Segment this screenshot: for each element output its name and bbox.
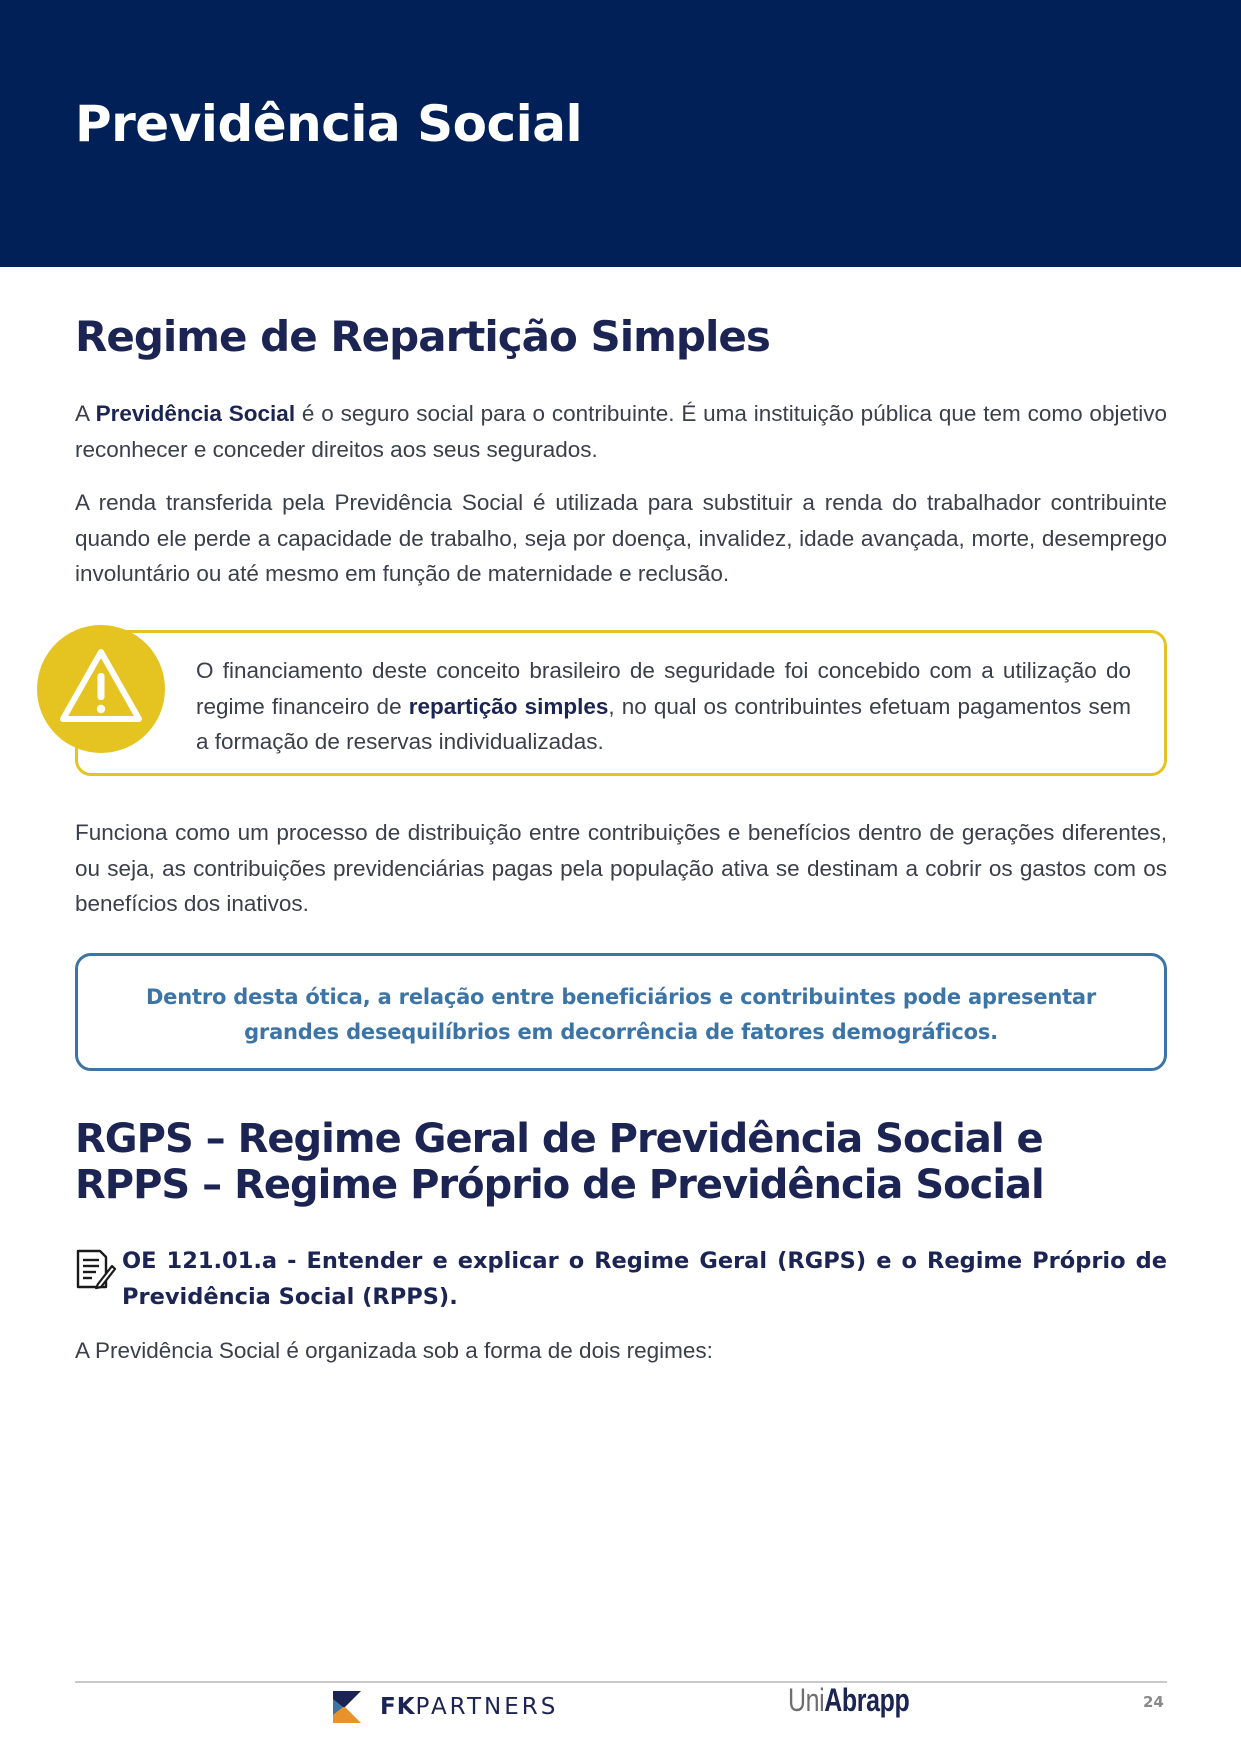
abrapp-text: Abrapp: [824, 1682, 910, 1718]
fk-partners-logo-mark: [333, 1691, 361, 1723]
learning-objective: OE 121.01.a - Entender e explicar o Regime Geral (RGPS) e o Regime Próprio de Previdência Social (RPPS).: [122, 1248, 1167, 1310]
section-heading-rgps-rpps: RGPS – Regime Geral de Previdência Social e RPPS – Regime Próprio de Previdência Social: [75, 1116, 1044, 1208]
paragraph-two-regimes: A Previdência Social é organizada sob a forma de dois regimes:: [75, 1338, 713, 1363]
page-title: Previdência Social: [75, 95, 583, 153]
intro-prefix: A: [75, 401, 96, 426]
fk-partners-wordmark: [380, 1694, 558, 1720]
uniabrapp-logo: [788, 1682, 909, 1719]
paragraph-intro: [75, 396, 1167, 467]
warning-text: [196, 653, 1131, 760]
fk-rest: PARTNERS: [415, 1694, 559, 1720]
intro-bold: Previdência Social: [95, 401, 296, 426]
note-text: Dentro desta ótica, a relação entre beneficiários e contribuintes pode apresentar grandes desequilíbrios em decorrência de fatores demográficos.: [145, 985, 1097, 1044]
document-edit-icon: [74, 1248, 116, 1290]
page-number: 24: [1143, 1693, 1164, 1711]
paragraph-distribution: Funciona como um processo de distribuição entre contribuições e benefícios dentro de gerações diferentes, ou seja, as contribuições previdenciárias pagas pela população ativa se destinam a cobrir os gastos com os benefícios dos inativos.: [75, 820, 1167, 916]
paragraph-income: A renda transferida pela Previdência Social é utilizada para substituir a renda do trabalhador contribuinte quando ele perde a capacidade de trabalho, seja por doença, invalidez, idade avançada, morte, desemprego involuntário ou até mesmo em função de maternidade e reclusão.: [75, 490, 1167, 586]
warning-bold: repartição simples: [408, 693, 609, 719]
fk-bold: FK: [380, 1694, 416, 1720]
uni-text: Uni: [788, 1682, 825, 1718]
warning-rest: , no qual os contribuintes efetuam pagamentos sem a formação de reservas individualizadas.: [196, 693, 1131, 754]
intro-rest: é o seguro social para o contribuinte. É uma instituição pública que tem como objetivo reconhecer e conceder direitos aos seus segurados.: [75, 401, 1167, 462]
section-heading-repartition: Regime de Repartição Simples: [75, 312, 770, 361]
warning-icon: [37, 625, 165, 753]
footer-divider: [75, 1681, 1167, 1683]
warning-prefix: O financiamento deste conceito brasileiro de seguridade foi concebido com a utilização do regime financeiro de: [196, 658, 1131, 719]
